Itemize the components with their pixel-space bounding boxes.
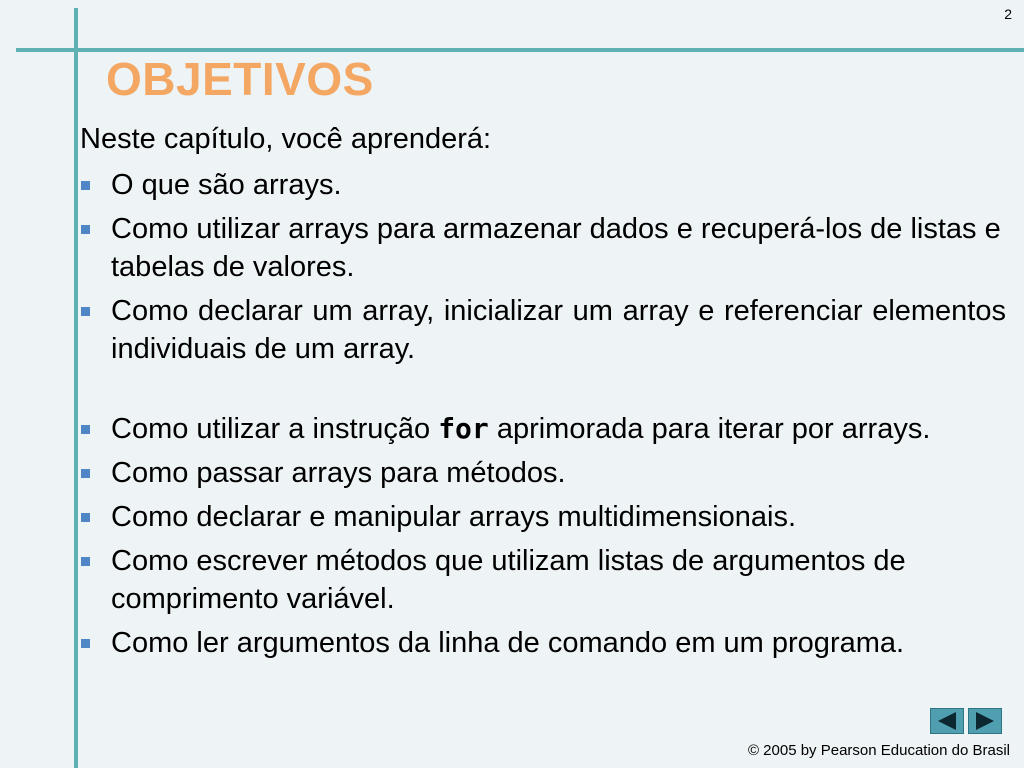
list-item <box>80 498 1006 536</box>
previous-slide-button[interactable] <box>930 708 964 734</box>
list-item-text: Como utilizar arrays para armazenar dados e recuperá-los de listas e tabelas de valores. <box>111 213 1001 283</box>
copyright-footer: © 2005 by Pearson Education do Brasil <box>747 742 1010 759</box>
list-item-text: Como escrever métodos que utilizam listas de argumentos de comprimento variável. <box>111 545 906 615</box>
square-bullet-icon <box>81 425 90 434</box>
list-item <box>80 410 1006 448</box>
for-keyword: for <box>438 412 489 445</box>
list-item-text: Como passar arrays para métodos. <box>111 457 566 489</box>
list-item-text: O que são arrays. <box>111 169 342 201</box>
square-bullet-icon <box>81 639 90 648</box>
triangle-right-icon <box>976 712 994 730</box>
slide-title: OBJETIVOS <box>106 53 374 105</box>
list-item <box>80 166 1006 204</box>
square-bullet-icon <box>81 181 90 190</box>
list-item <box>80 454 1006 492</box>
triangle-left-icon <box>938 712 956 730</box>
next-slide-button[interactable] <box>968 708 1002 734</box>
vertical-rule <box>74 8 78 768</box>
list-item-text: Como ler argumentos da linha de comando em um programa. <box>111 627 905 659</box>
intro-text: Neste capítulo, você aprenderá: <box>80 123 492 155</box>
square-bullet-icon <box>81 307 90 316</box>
slide-navigation <box>930 708 1002 734</box>
list-item-text: Como declarar e manipular arrays multidimensionais. <box>111 501 796 533</box>
square-bullet-icon <box>81 557 90 566</box>
square-bullet-icon <box>81 469 90 478</box>
list-item-text-after: aprimorada para iterar por arrays. <box>488 413 931 445</box>
list-item-text: Como declarar um array, inicializar um array e referenciar elementos individuais de um array. <box>111 295 1006 365</box>
list-item-text-before: Como utilizar a instrução <box>111 413 439 445</box>
objectives-list <box>80 166 1006 668</box>
square-bullet-icon <box>81 225 90 234</box>
list-item <box>80 542 1006 618</box>
list-item <box>80 292 1006 368</box>
list-item <box>80 210 1006 286</box>
square-bullet-icon <box>81 513 90 522</box>
list-item <box>80 624 1006 662</box>
page-number: 2 <box>1004 6 1012 22</box>
